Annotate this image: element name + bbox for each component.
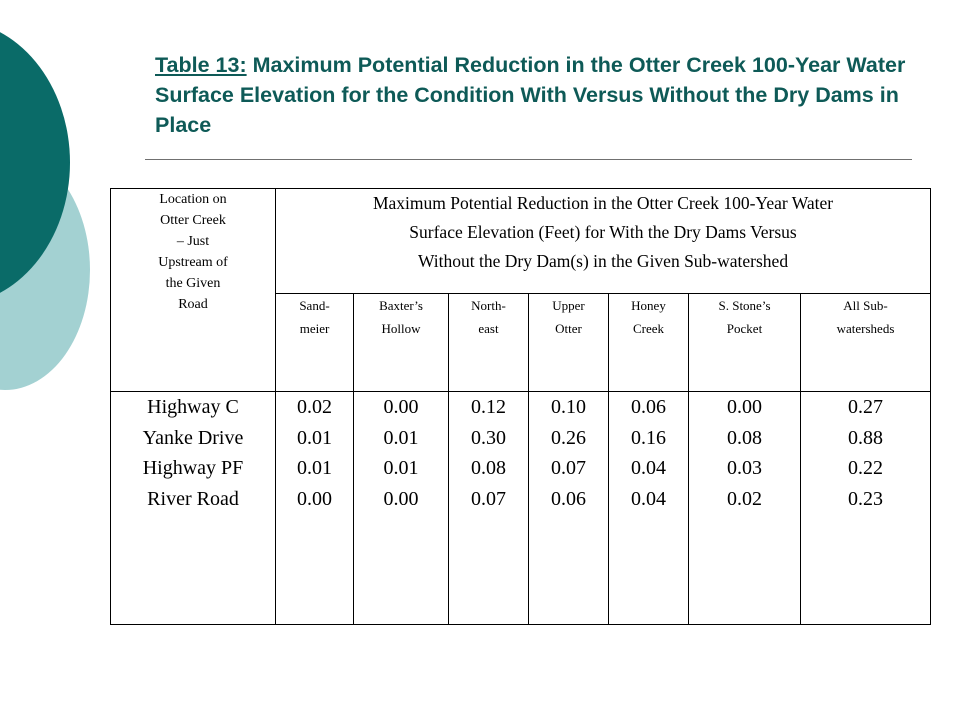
location-header-line: Road <box>178 297 208 312</box>
column-header-sandmeier <box>276 294 354 392</box>
column-header-line: Hollow <box>381 321 421 336</box>
column-header-line: watersheds <box>836 321 895 336</box>
column-header-line: S. Stone’s <box>718 298 771 313</box>
value: 0.01 <box>383 426 419 449</box>
value: 0.23 <box>848 487 884 510</box>
value: 0.27 <box>848 396 884 418</box>
value: 0.08 <box>471 457 506 479</box>
column-header-line: Baxter’s <box>379 298 423 313</box>
column-header-line: Sand- <box>299 298 330 313</box>
values-cell-northeast <box>449 392 529 625</box>
values-cell-all-sub-watersheds <box>801 392 931 625</box>
value: 0.88 <box>848 426 884 449</box>
location-name: Highway PF <box>142 457 244 479</box>
value: 0.12 <box>471 396 506 418</box>
values-cell-sandmeier <box>276 392 354 625</box>
column-header-line: east <box>478 321 499 336</box>
value: 0.01 <box>297 426 332 449</box>
value: 0.01 <box>297 457 332 479</box>
value: 0.22 <box>848 457 884 479</box>
location-header-cell <box>111 189 276 392</box>
value: 0.00 <box>383 487 419 510</box>
value: 0.03 <box>727 457 762 479</box>
column-header-northeast <box>449 294 529 392</box>
column-header-line: Honey <box>631 298 666 313</box>
location-list-cell <box>111 392 276 625</box>
location-header-line: Upstream of <box>158 255 228 270</box>
table-number-label: Table 13: <box>155 53 247 77</box>
group-header-line: Surface Elevation (Feet) for With the Dry Dams Versus <box>409 222 797 242</box>
value: 0.00 <box>727 396 762 418</box>
value: 0.01 <box>383 457 419 479</box>
column-header-line: Otter <box>555 321 582 336</box>
location-header-line: the Given <box>165 276 221 291</box>
value: 0.08 <box>727 426 762 449</box>
column-header-upper-otter <box>529 294 609 392</box>
value: 0.06 <box>631 396 666 418</box>
value: 0.00 <box>383 396 419 418</box>
values-cell-baxters-hollow <box>354 392 449 625</box>
value: 0.02 <box>727 487 762 510</box>
value: 0.02 <box>297 396 332 418</box>
reduction-table <box>110 188 931 625</box>
column-header-line: North- <box>471 298 506 313</box>
header-row <box>111 189 931 294</box>
values-cell-upper-otter <box>529 392 609 625</box>
slide-title <box>155 50 935 140</box>
value: 0.04 <box>631 487 666 510</box>
location-header-line: Location on <box>159 192 227 207</box>
value: 0.16 <box>631 426 666 449</box>
value: 0.26 <box>551 426 586 449</box>
location-name: River Road <box>147 487 239 510</box>
location-header-line: Otter Creek <box>160 213 226 228</box>
column-header-all-sub-watersheds <box>801 294 931 392</box>
column-header-line: All Sub- <box>843 298 888 313</box>
column-header-line: Upper <box>552 298 585 313</box>
location-name: Yanke Drive <box>142 426 244 449</box>
value: 0.04 <box>631 457 666 479</box>
table-body-row <box>111 392 931 625</box>
location-name: Highway C <box>147 396 239 418</box>
values-cell-honey-creek <box>609 392 689 625</box>
title-divider <box>145 159 912 160</box>
values-cell-s-stones-pocket <box>689 392 801 625</box>
column-header-honey-creek <box>609 294 689 392</box>
column-header-s-stones-pocket <box>689 294 801 392</box>
value: 0.06 <box>551 487 586 510</box>
value: 0.10 <box>551 396 586 418</box>
group-header-cell <box>276 189 931 294</box>
column-header-baxters-hollow <box>354 294 449 392</box>
value: 0.07 <box>551 457 586 479</box>
group-header-line: Without the Dry Dam(s) in the Given Sub-watershed <box>417 251 789 271</box>
column-header-line: meier <box>299 321 330 336</box>
title-text: Maximum Potential Reduction in the Otter Creek 100-Year Water Surface Elevation for the Condition With Versus Without the Dry Dams in Place <box>155 53 906 137</box>
column-header-line: Pocket <box>726 321 763 336</box>
group-header-line: Maximum Potential Reduction in the Otter Creek 100-Year Water <box>372 193 834 213</box>
value: 0.00 <box>297 487 332 510</box>
location-header-line: – Just <box>176 234 210 249</box>
value: 0.07 <box>471 487 506 510</box>
column-header-line: Creek <box>632 321 665 336</box>
value: 0.30 <box>471 426 506 449</box>
